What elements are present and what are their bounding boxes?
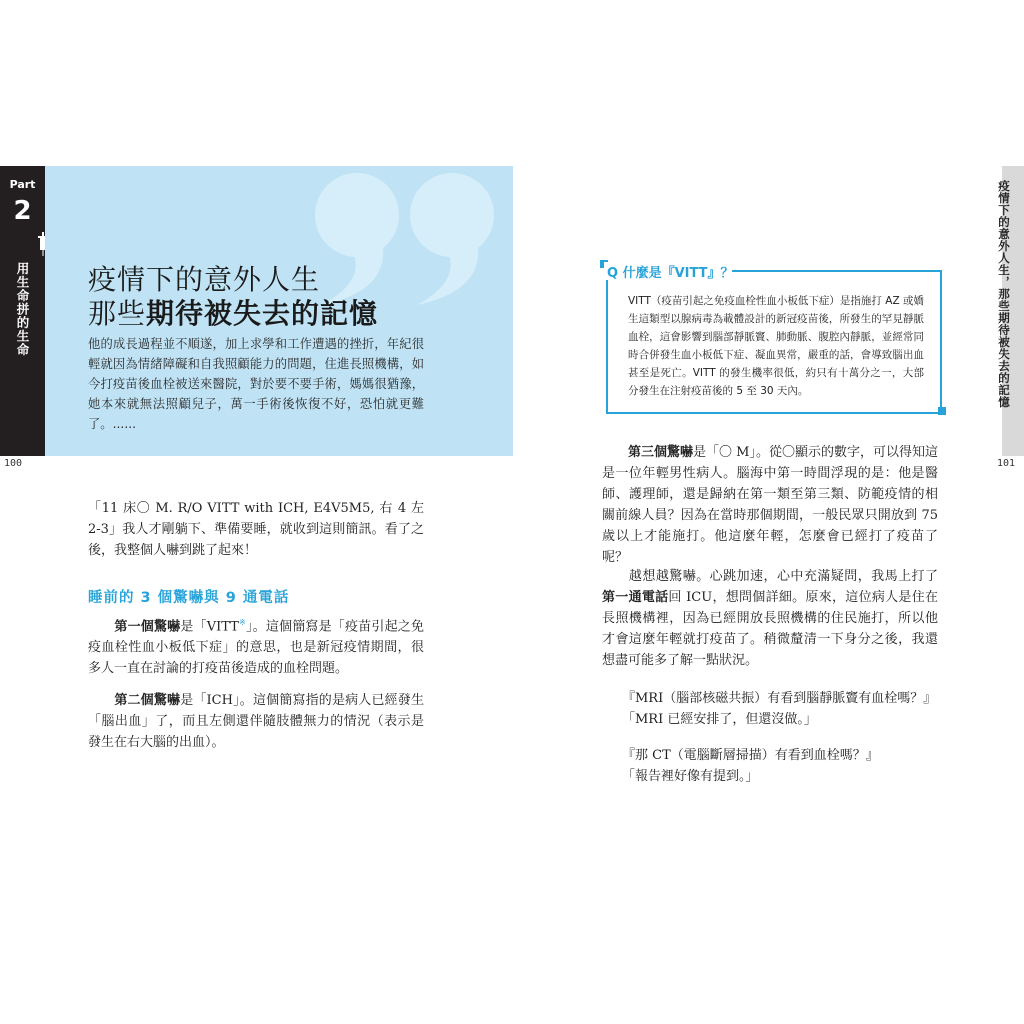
paragraph xyxy=(602,566,938,671)
title-bold: 期待被失去的記憶 xyxy=(146,297,379,330)
dialogue xyxy=(622,745,942,787)
text: 是「〇 M」。從〇顯示的數字，可以得知這是一位年輕男性病人。腦海中第一時間浮現的是：他是醫師、護理師，還是歸納在第一類至第三類、防範疫情的相關前線人員？因為在當時那個期間，一般民眾只開放到 75 歲以上才能施打。他這麼年輕，怎麼會已經打了疫苗了呢？ xyxy=(602,445,938,565)
chapter-intro: 他的成長過程並不順遂，加上求學和工作遭遇的挫折，年紀很輕就因為情緒障礙和自我照顧能力的問題，住進長照機構，如今打疫苗後血栓被送來醫院，對於要不要手術，媽媽很猶豫，她本來就無法照顧兒子，萬一手術後恢復不好，恐怕就更難了。...... xyxy=(88,337,424,431)
part-number: 2 xyxy=(13,196,32,226)
section-heading: 睡前的 3 個驚嚇與 9 通電話 xyxy=(88,590,290,606)
paragraph xyxy=(602,442,938,568)
quotation-mark-icon xyxy=(312,170,502,310)
bold-lead: 第三個驚嚇 xyxy=(628,445,694,460)
dialogue-line: 「報告裡好像有提到。」 xyxy=(622,769,759,784)
dialogue-line: 『MRI（腦部核磁共振）有看到腦靜脈竇有血栓嗎？』 xyxy=(622,691,937,706)
chapter-title-line2 xyxy=(88,292,378,332)
bold-lead: 第一通電話 xyxy=(602,590,669,605)
text: 是「ICH」。這個簡寫指的是病人已經發生「腦出血」了，而且左側還伴隨肢體無力的情況（表示是發生在右大腦的出血）。 xyxy=(88,693,424,750)
page-number-left: 100 xyxy=(4,458,23,469)
bold-lead: 第二個驚嚇 xyxy=(114,693,181,708)
part-title: 用生命拼的生命 xyxy=(15,262,30,357)
title-prefix: 那些 xyxy=(88,297,147,330)
page-number-right: 101 xyxy=(997,458,1016,469)
footnote-mark: ※ xyxy=(238,618,246,627)
running-title: 疫情下的意外人生，那些期待被失去的記憶 xyxy=(997,180,1011,408)
box-corner-accent xyxy=(938,407,946,415)
text: 」。這個簡寫是「疫苗引起之免疫血栓性血小板低下症」的意思，也是新冠疫情期間，很多人一直在討論的打疫苗後造成的血栓問題。 xyxy=(88,619,424,677)
dialogue-line: 『那 CT（電腦斷層掃描）有看到血栓嗎？』 xyxy=(622,748,879,763)
chapter-title-line1: 疫情下的意外人生 xyxy=(88,263,321,296)
text: 越想越驚嚇。心跳加速，心中充滿疑問，我馬上打了 xyxy=(628,569,938,584)
dialogue-line: 「MRI 已經安排了，但還沒做。」 xyxy=(622,712,817,727)
bold-lead: 第一個驚嚇 xyxy=(114,619,181,635)
part-label: Part xyxy=(9,178,36,191)
paragraph: 「11 床〇 M. R/O VITT with ICH, E4V5M5, 右 4 左 2-3」我人才剛躺下、準備要睡，就收到這則簡訊。看了之後，我整個人嚇到跳了起來！ xyxy=(88,501,424,558)
dialogue xyxy=(622,688,942,730)
qa-box-body: VITT（疫苗引起之免疫血栓性血小板低下症）是指施打 AZ 或嬌生這類型以腺病毒為載體設計的新冠疫苗後，所發生的罕見靜脈血栓，這會影響到腦部靜脈竇、肺動脈、腹腔內靜脈，並經常同時合併發生血小板低下症、凝血異常，嚴重的話，會導致腦出血甚至是死亡。VITT 的發生機率很低，約只有十萬分之一，大部分發生在注射疫苗後的 5 至 30 天內。 xyxy=(628,295,924,397)
text: 是「VITT xyxy=(180,619,239,635)
text: 回 ICU，想問個詳細。原來，這位病人是住在長照機構裡，因為已經開放長照機構的住民施打，所以他才會這麼年輕就打疫苗了。稍微釐清一下身分之後，我還想盡可能多了解一點狀況。 xyxy=(602,590,938,668)
paragraph xyxy=(88,612,424,679)
paragraph xyxy=(88,690,424,753)
qa-box-title: Q 什麼是『VITT』？ xyxy=(607,266,734,281)
